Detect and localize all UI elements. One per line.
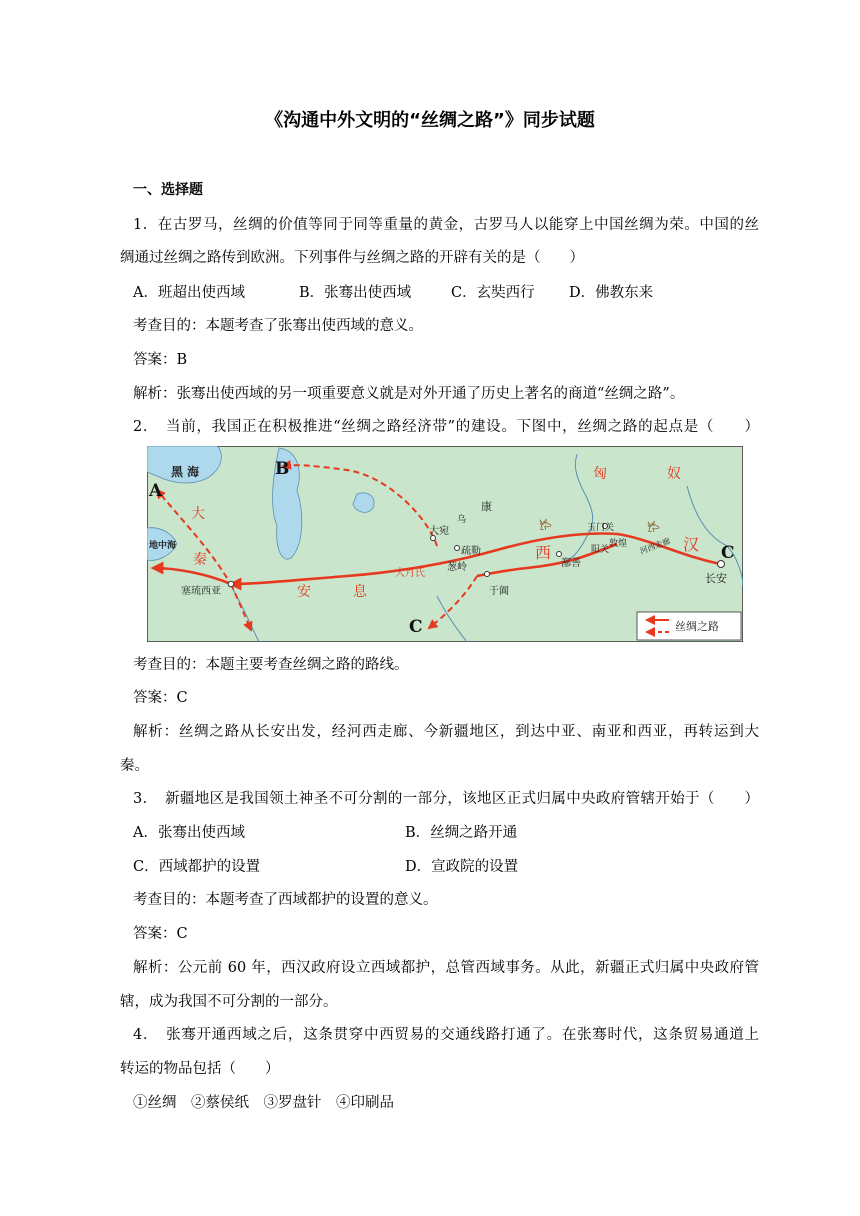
page-title: 《沟通中外文明的“丝绸之路”》同步试题 <box>265 110 595 131</box>
q1-option-a: A．班超出使西域 <box>133 285 245 301</box>
label-xiong: 匈 <box>593 466 607 482</box>
label-shanshan: 鄯善 <box>561 558 581 569</box>
label-yangguan: 阳关 <box>591 545 610 555</box>
q2-answer: 答案：C <box>133 690 188 706</box>
q2-purpose: 考查目的：本题主要考查丝绸之路的路线。 <box>133 657 409 673</box>
q3-option-a: A．张骞出使西域 <box>133 825 245 841</box>
legend-label: 丝绸之路 <box>675 620 719 633</box>
label-da: 大 <box>191 506 205 522</box>
silk-road-map <box>147 446 743 642</box>
label-xi: 西 <box>535 543 552 562</box>
q4-stem-line2: 转运的物品包括（ ） <box>120 1061 280 1077</box>
label-yumenguan: 玉门关 <box>587 523 615 533</box>
q3-option-c: C．西域都护的设置 <box>133 859 261 875</box>
camel-icon: 𐂂 <box>539 519 552 533</box>
marker-c-changan: C <box>721 543 735 563</box>
q1-analysis: 解析：张骞出使西域的另一项重要意义就是对外开通了历史上著名的商道“丝绸之路”。 <box>133 386 685 402</box>
q3-option-d: D．宣政院的设置 <box>405 859 519 875</box>
q3-option-b: B．丝绸之路开通 <box>405 825 518 841</box>
aral-sea <box>353 493 374 512</box>
q3-analysis-line2: 辖，成为我国不可分割的一部分。 <box>120 994 338 1010</box>
q1-option-b: B．张骞出使西域 <box>299 285 412 301</box>
label-dunhuang: 敦煌 <box>609 539 628 549</box>
label-yutian: 于阗 <box>489 586 509 597</box>
q1-option-d: D．佛教东来 <box>569 285 654 301</box>
label-shule: 疏勒 <box>461 546 481 557</box>
q3-options-row1 <box>133 823 517 843</box>
label-dayuezhi: 大月氏 <box>395 568 425 579</box>
label-nu: 奴 <box>667 466 681 482</box>
label-han: 汉 <box>683 535 700 554</box>
label-wusun-short: 乌 <box>457 515 467 525</box>
section-heading: 一、选择题 <box>133 182 203 198</box>
q4-stem-line1: 4． 张骞开通西域之后，这条贯穿中西贸易的交通线路打通了。在张骞时代，这条贸易通道上 <box>133 1027 759 1043</box>
q3-options-row2 <box>133 857 518 877</box>
q1-option-c: C．玄奘西行 <box>451 285 535 301</box>
label-seleucia: 塞琉西亚 <box>181 586 221 597</box>
q1-stem-line2: 绸通过丝绸之路传到欧洲。下列事件与丝绸之路的开辟有关的是（ ） <box>120 250 584 266</box>
q3-answer: 答案：C <box>133 926 188 942</box>
q1-options <box>133 283 653 303</box>
q3-purpose: 考查目的：本题考查了西域都护的设置的意义。 <box>133 892 438 908</box>
label-an: 安 <box>297 584 311 600</box>
marker-a: A <box>149 481 163 501</box>
q3-stem: 3． 新疆地区是我国领土神圣不可分割的一部分，该地区正式归属中央政府管辖开始于（ ） <box>133 791 759 807</box>
q1-answer: 答案：B <box>133 352 188 368</box>
label-black-sea: 黑 海 <box>171 465 200 479</box>
label-changan: 长安 <box>705 572 727 585</box>
city-yutian-dot <box>485 572 490 577</box>
city-seleucia-dot <box>228 581 234 587</box>
city-shule-dot <box>455 546 460 551</box>
label-kangju: 康 <box>481 500 492 513</box>
q2-analysis-line2: 秦。 <box>120 758 149 774</box>
marker-b: B <box>275 459 290 479</box>
label-xi-parthia: 息 <box>353 584 367 600</box>
city-shanshan-dot <box>557 552 562 557</box>
label-dayuan: 大宛 <box>429 526 449 537</box>
q4-items: ①丝绸 ②蔡侯纸 ③罗盘针 ④印刷品 <box>133 1095 394 1111</box>
q1-purpose: 考查目的：本题考查了张骞出使西域的意义。 <box>133 318 423 334</box>
q1-stem-line1: 1．在古罗马，丝绸的价值等同于同等重量的黄金，古罗马人以能穿上中国丝绸为荣。中国的丝 <box>133 217 759 233</box>
q2-stem: 2． 当前，我国正在积极推进“丝绸之路经济带”的建设。下图中，丝绸之路的起点是（ ） <box>133 419 759 435</box>
label-congling: 葱岭 <box>447 562 467 573</box>
marker-c-south: C <box>409 617 423 637</box>
camel-icon: 𐂂 <box>647 521 660 535</box>
q3-analysis-line1: 解析：公元前 60 年，西汉政府设立西域都护，总管西域事务。从此，新疆正式归属中央政府管 <box>133 960 759 976</box>
label-mediterranean: 地中海 <box>149 541 177 551</box>
q2-analysis-line1: 解析：丝绸之路从长安出发，经河西走廊、今新疆地区，到达中亚、南亚和西亚，再转运到大 <box>133 724 759 740</box>
label-hexi: 河西走廊 <box>638 536 672 556</box>
label-qin: 秦 <box>193 552 207 568</box>
